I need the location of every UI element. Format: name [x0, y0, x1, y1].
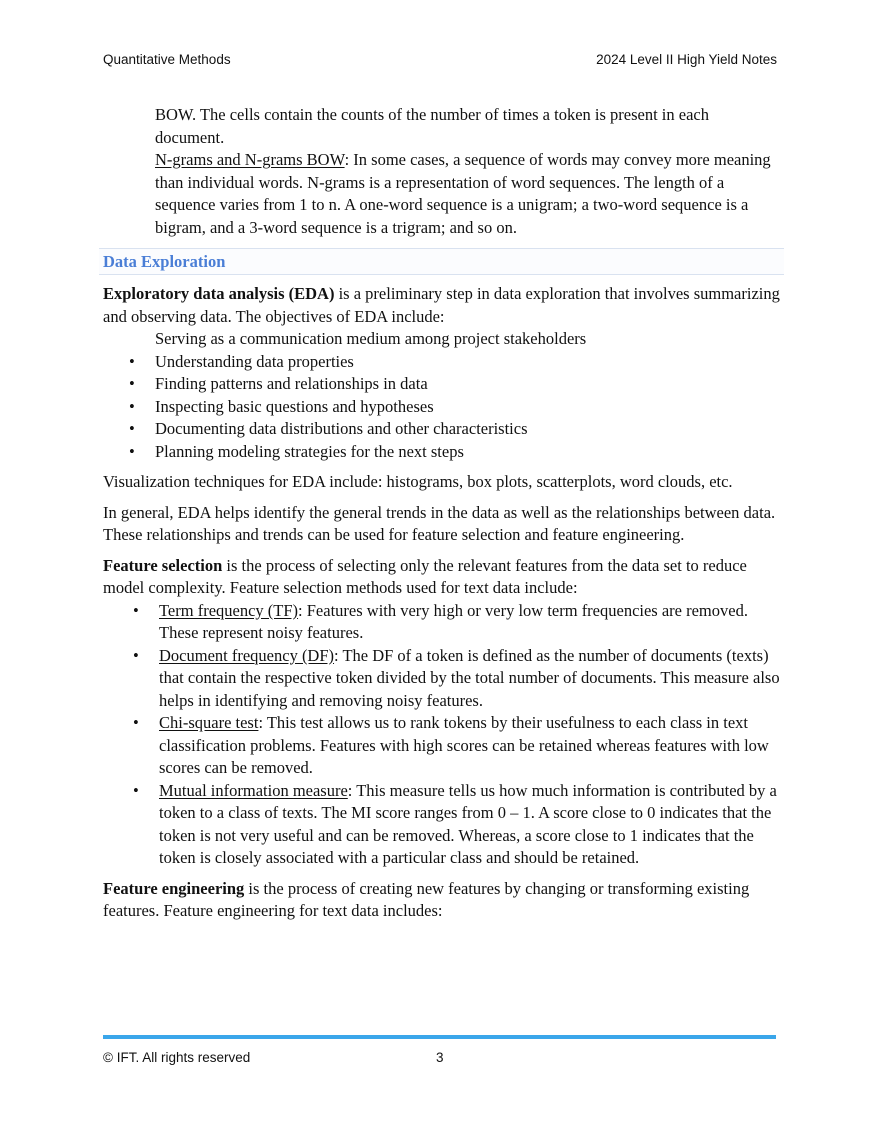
page-number: 3: [436, 1050, 444, 1065]
header-subject: Quantitative Methods: [103, 52, 231, 67]
visualization-paragraph: Visualization techniques for EDA include: histograms, box plots, scatterplots, word clouds, etc.: [103, 472, 733, 491]
feature-engineering-intro: is the process of creating new features by changing or transforming existing features. Feature engineering for text data includes:: [103, 878, 750, 920]
bow-list: [103, 104, 780, 149]
method-term: Document frequency (DF): [159, 645, 335, 665]
feature-selection-paragraph: [103, 555, 780, 600]
list-item: • Planning modeling strategies for the next steps: [103, 441, 780, 464]
ngram-list: [103, 149, 780, 239]
list-item-continuation: [103, 104, 780, 149]
footer-copyright: © IFT. All rights reserved: [103, 1050, 251, 1065]
list-item: Serving as a communication medium among project stakeholders: [155, 329, 587, 348]
list-item-mutual-information: [103, 780, 780, 870]
page-header: [103, 52, 777, 67]
method-term: Term frequency (TF): [159, 600, 299, 620]
list-item-df: [103, 645, 780, 713]
list-item: • Documenting data distributions and other characteristics: [103, 418, 780, 441]
general-paragraph: In general, EDA helps identify the general trends in the data as well as the relationships between data. These relationships and trends can be used for feature selection and feature engineering.: [103, 502, 776, 544]
method-text: : This measure tells us how much information is contributed by a token to a class of texts. The MI score ranges from 0 – 1. A score close to 0 indicates that the token is not very useful and can be removed. Whereas, a score close to 1 indicates that the token is closely associated with a particular class and should be retained.: [159, 780, 777, 867]
bow-continuation-text: BOW. The cells contain the counts of the number of times a token is present in each document.: [155, 105, 709, 147]
list-item-chi-square: [103, 712, 780, 780]
ngram-term: N-grams and N-grams BOW: [155, 150, 345, 169]
feature-engineering-paragraph: [103, 878, 780, 923]
eda-term: Exploratory data analysis (EDA): [103, 284, 335, 303]
method-text: : The DF of a token is defined as the number of documents (texts) that contain the respective token divided by the total number of documents. This measure also helps in identifying and removing noisy features.: [159, 645, 780, 710]
footer-rule: [103, 1035, 776, 1039]
section-heading-data-exploration: Data Exploration: [99, 248, 784, 275]
feature-selection-term: Feature selection: [103, 555, 223, 575]
list-item-ngrams: [103, 149, 780, 239]
eda-objectives-list: [103, 328, 780, 463]
ngram-text: : In some cases, a sequence of words may convey more meaning than individual words. N-grams is a representation of word sequences. The length of a sequence varies from 1 to n. A one-word sequence is a unigram; a two-word sequence is a bigram, and a 3-word sequence is a trigram; and so on.: [155, 150, 771, 237]
list-item: • Understanding data properties: [103, 351, 780, 374]
feature-selection-methods-list: [103, 600, 780, 870]
feature-selection-intro: is the process of selecting only the relevant features from the data set to reduce model complexity. Feature selection methods used for text data include:: [103, 555, 747, 597]
eda-intro: is a preliminary step in data exploration that involves summarizing and observing data. The objectives of EDA include:: [103, 284, 780, 326]
method-term: Chi-square test: [159, 713, 259, 732]
header-title: 2024 Level II High Yield Notes: [596, 52, 777, 67]
method-term: Mutual information measure: [159, 780, 348, 800]
feature-engineering-term: Feature engineering: [103, 878, 245, 898]
list-item-tf: [103, 600, 780, 645]
method-text: : Features with very high or very low term frequencies are removed. These represent noisy features.: [159, 600, 748, 642]
main-content: [103, 104, 780, 923]
list-item: • Finding patterns and relationships in data: [103, 373, 780, 396]
list-item: • Inspecting basic questions and hypotheses: [103, 396, 780, 419]
eda-paragraph: [103, 283, 780, 328]
method-text: : This test allows us to rank tokens by their usefulness to each class in text classification problems. Features with high scores can be retained whereas features with low scores can be removed.: [159, 713, 769, 777]
